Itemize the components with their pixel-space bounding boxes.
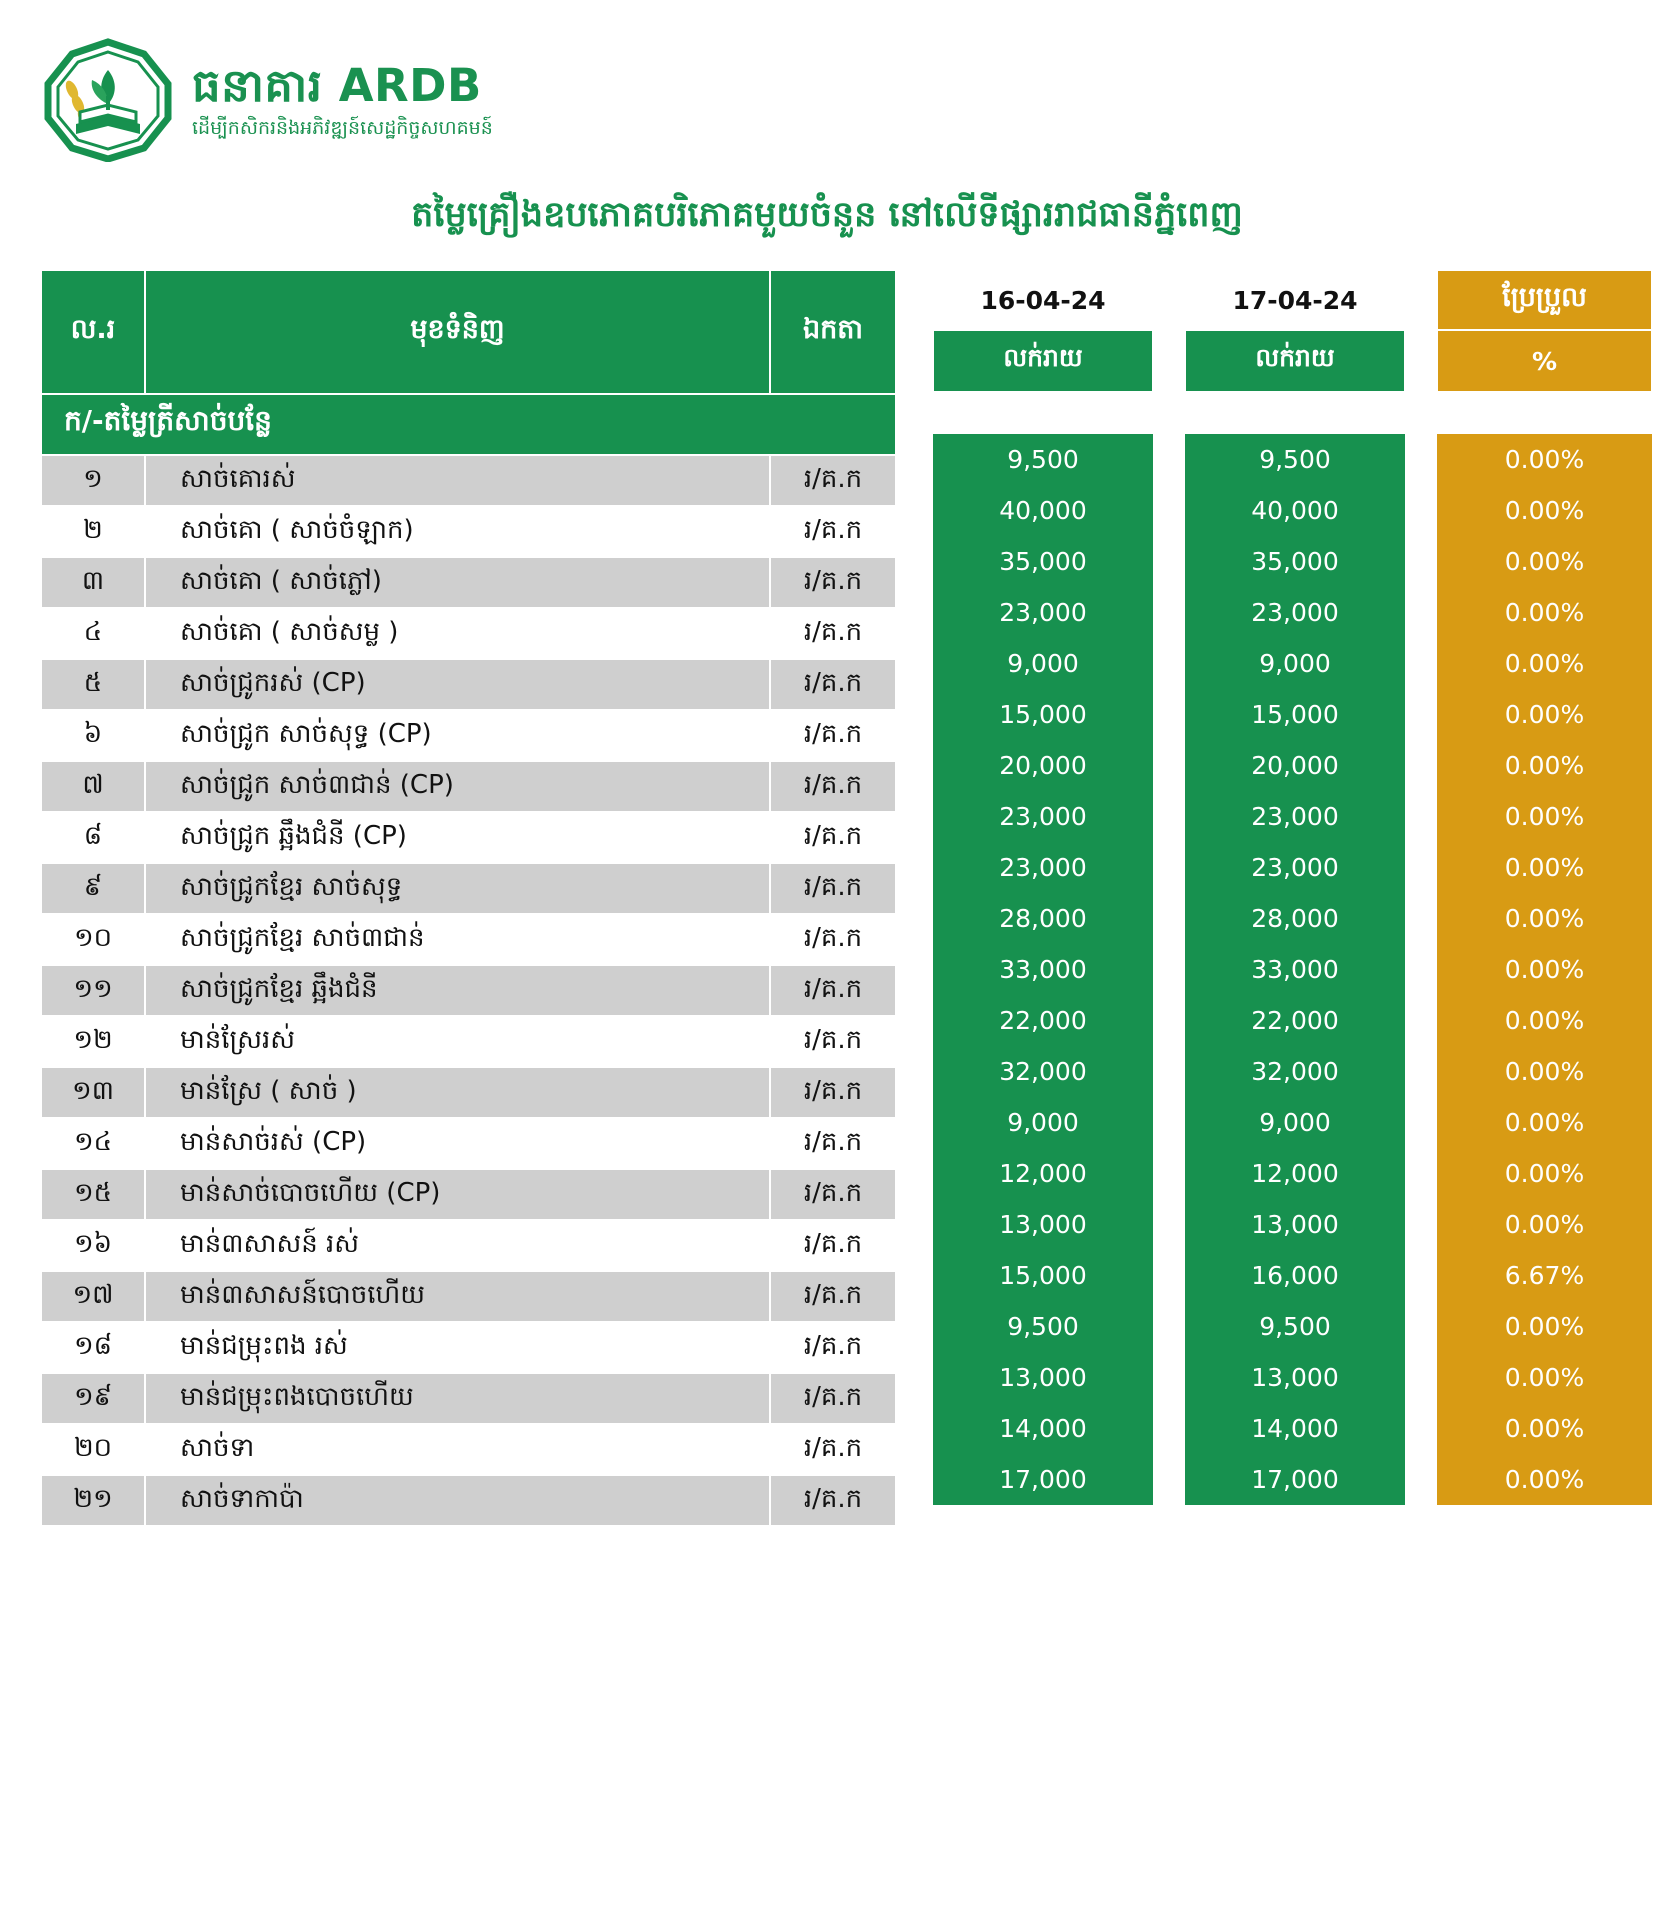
row-price-date2: 23,000 (1185, 842, 1405, 893)
row-price-date1: 9,000 (933, 638, 1153, 689)
table-row (41, 1169, 896, 1220)
table-row (41, 1067, 896, 1118)
row-unit: រ/គ.ក (770, 710, 896, 761)
spacer (901, 1046, 933, 1097)
row-price-date2: 20,000 (1185, 740, 1405, 791)
prices-date-header-row (901, 270, 1652, 330)
row-price-date1: 23,000 (933, 791, 1153, 842)
spacer (901, 689, 933, 740)
row-unit: រ/គ.ក (770, 1424, 896, 1475)
row-number: ៥ (41, 659, 145, 710)
table-row (41, 506, 896, 557)
spacer (1405, 434, 1437, 485)
row-unit: រ/គ.ក (770, 1016, 896, 1067)
spacer (901, 1097, 933, 1148)
row-unit: រ/គ.ក (770, 1475, 896, 1526)
price-row (901, 842, 1652, 893)
row-price-date2: 15,000 (1185, 689, 1405, 740)
spacer (1405, 1199, 1437, 1250)
table-header-row (41, 270, 896, 394)
price-row (901, 1148, 1652, 1199)
spacer (1405, 1046, 1437, 1097)
row-change-percent: 0.00% (1437, 1403, 1652, 1454)
ardb-logo-icon (40, 38, 176, 162)
subheader-retail-1: លក់រាយ (933, 330, 1153, 392)
spacer (1405, 842, 1437, 893)
header-item: មុខទំនិញ (145, 270, 770, 394)
spacer (901, 587, 933, 638)
row-unit: រ/គ.ក (770, 1067, 896, 1118)
spacer (1437, 392, 1652, 434)
price-table-container (0, 269, 1654, 1527)
spacer (1153, 1250, 1185, 1301)
items-body (41, 394, 896, 1526)
row-item-name: សាច់ទាកាប៉ា (145, 1475, 770, 1526)
spacer (1405, 1454, 1437, 1505)
price-row (901, 689, 1652, 740)
table-row (41, 455, 896, 506)
row-change-percent: 0.00% (1437, 1148, 1652, 1199)
spacer (1405, 270, 1437, 330)
row-price-date2: 22,000 (1185, 995, 1405, 1046)
spacer (1153, 1148, 1185, 1199)
row-change-percent: 0.00% (1437, 587, 1652, 638)
price-row (901, 587, 1652, 638)
spacer (901, 434, 933, 485)
spacer (1153, 638, 1185, 689)
row-number: ១៤ (41, 1118, 145, 1169)
price-row (901, 1403, 1652, 1454)
spacer (901, 1403, 933, 1454)
row-number: ២ (41, 506, 145, 557)
row-unit: រ/គ.ក (770, 863, 896, 914)
prices-table (901, 269, 1653, 1505)
row-item-name: សាច់គោ ( សាច់ចំឡាក) (145, 506, 770, 557)
spacer (1153, 587, 1185, 638)
row-number: ៧ (41, 761, 145, 812)
spacer (1405, 587, 1437, 638)
row-price-date1: 20,000 (933, 740, 1153, 791)
row-change-percent: 0.00% (1437, 944, 1652, 995)
price-row (901, 638, 1652, 689)
row-change-percent: 0.00% (1437, 842, 1652, 893)
row-change-percent: 0.00% (1437, 893, 1652, 944)
spacer (1405, 485, 1437, 536)
row-price-date2: 17,000 (1185, 1454, 1405, 1505)
row-price-date2: 23,000 (1185, 791, 1405, 842)
row-price-date1: 23,000 (933, 842, 1153, 893)
row-price-date2: 23,000 (1185, 587, 1405, 638)
price-row (901, 1352, 1652, 1403)
row-price-date1: 15,000 (933, 1250, 1153, 1301)
spacer (901, 740, 933, 791)
row-unit: រ/គ.ក (770, 761, 896, 812)
brand-block (192, 60, 493, 140)
row-unit: រ/គ.ក (770, 1322, 896, 1373)
spacer (1153, 791, 1185, 842)
row-change-percent: 0.00% (1437, 434, 1652, 485)
price-row (901, 434, 1652, 485)
row-number: ១៨ (41, 1322, 145, 1373)
table-row (41, 1475, 896, 1526)
table-row (41, 710, 896, 761)
table-row (41, 608, 896, 659)
table-row (41, 761, 896, 812)
spacer (1405, 330, 1437, 392)
row-unit: រ/គ.ក (770, 1271, 896, 1322)
row-price-date1: 40,000 (933, 485, 1153, 536)
spacer (901, 638, 933, 689)
spacer (901, 485, 933, 536)
subheader-percent: % (1437, 330, 1652, 392)
row-item-name: សាច់ជ្រូកខ្មែរ សាច់៣ជាន់ (145, 914, 770, 965)
table-row (41, 965, 896, 1016)
spacer (901, 944, 933, 995)
row-number: ១ (41, 455, 145, 506)
spacer (901, 1301, 933, 1352)
price-row (901, 485, 1652, 536)
row-item-name: សាច់ជ្រូក សាច់៣ជាន់ (CP) (145, 761, 770, 812)
row-item-name: មាន់ជម្រុះពង រស់ (145, 1322, 770, 1373)
spacer (1405, 740, 1437, 791)
page-header (0, 0, 1654, 170)
table-row (41, 1271, 896, 1322)
row-number: ១៩ (41, 1373, 145, 1424)
row-price-date1: 33,000 (933, 944, 1153, 995)
spacer (1153, 1199, 1185, 1250)
row-price-date1: 12,000 (933, 1148, 1153, 1199)
brand-title: ធនាគារ ARDB (192, 58, 482, 112)
prices-body (901, 392, 1652, 1505)
table-row (41, 1322, 896, 1373)
header-date-1: 16-04-24 (933, 270, 1153, 330)
spacer (1405, 638, 1437, 689)
spacer (901, 1148, 933, 1199)
spacer (1153, 1046, 1185, 1097)
price-row (901, 1301, 1652, 1352)
row-item-name: សាច់គោ ( សាច់ភ្លៅ) (145, 557, 770, 608)
row-unit: រ/គ.ក (770, 812, 896, 863)
row-number: ១៦ (41, 1220, 145, 1271)
header-no: ល.រ (41, 270, 145, 394)
row-item-name: មាន់ជម្រុះពងបោចហើយ (145, 1373, 770, 1424)
row-number: ១៥ (41, 1169, 145, 1220)
row-price-date2: 35,000 (1185, 536, 1405, 587)
price-row (901, 1454, 1652, 1505)
row-number: ៨ (41, 812, 145, 863)
row-number: ៣ (41, 557, 145, 608)
row-change-percent: 0.00% (1437, 1301, 1652, 1352)
row-change-percent: 0.00% (1437, 689, 1652, 740)
row-number: ១៣ (41, 1067, 145, 1118)
row-price-date1: 17,000 (933, 1454, 1153, 1505)
price-row (901, 893, 1652, 944)
row-price-date1: 35,000 (933, 536, 1153, 587)
spacer (901, 791, 933, 842)
spacer (1405, 1352, 1437, 1403)
row-change-percent: 0.00% (1437, 536, 1652, 587)
table-row (41, 914, 896, 965)
row-price-date1: 13,000 (933, 1352, 1153, 1403)
spacer (901, 1199, 933, 1250)
spacer (1153, 330, 1185, 392)
row-item-name: មាន់៣សាសន៍ រស់ (145, 1220, 770, 1271)
spacer (1153, 392, 1185, 434)
spacer (901, 536, 933, 587)
row-price-date2: 33,000 (1185, 944, 1405, 995)
spacer (1405, 689, 1437, 740)
spacer (1405, 392, 1437, 434)
table-row (41, 1118, 896, 1169)
row-unit: រ/គ.ក (770, 1118, 896, 1169)
row-unit: រ/គ.ក (770, 914, 896, 965)
row-unit: រ/គ.ក (770, 557, 896, 608)
row-change-percent: 0.00% (1437, 1046, 1652, 1097)
spacer (1153, 485, 1185, 536)
row-price-date2: 13,000 (1185, 1199, 1405, 1250)
row-price-date2: 12,000 (1185, 1148, 1405, 1199)
spacer (901, 1454, 933, 1505)
section-heading-row (41, 394, 896, 455)
table-row (41, 557, 896, 608)
row-number: ១៧ (41, 1271, 145, 1322)
row-price-date2: 40,000 (1185, 485, 1405, 536)
spacer (901, 392, 933, 434)
row-change-percent: 0.00% (1437, 791, 1652, 842)
spacer (901, 995, 933, 1046)
row-price-date2: 13,000 (1185, 1352, 1405, 1403)
row-price-date1: 22,000 (933, 995, 1153, 1046)
row-unit: រ/គ.ក (770, 659, 896, 710)
spacer (1405, 791, 1437, 842)
price-row (901, 995, 1652, 1046)
row-change-percent: 0.00% (1437, 638, 1652, 689)
row-price-date2: 14,000 (1185, 1403, 1405, 1454)
spacer (901, 842, 933, 893)
row-number: ១០ (41, 914, 145, 965)
row-price-date2: 28,000 (1185, 893, 1405, 944)
row-change-percent: 0.00% (1437, 1199, 1652, 1250)
row-change-percent: 0.00% (1437, 740, 1652, 791)
spacer (1153, 689, 1185, 740)
row-change-percent: 0.00% (1437, 485, 1652, 536)
table-row (41, 659, 896, 710)
spacer (1153, 740, 1185, 791)
row-number: ៤ (41, 608, 145, 659)
row-item-name: មាន់សាច់រស់ (CP) (145, 1118, 770, 1169)
spacer (1153, 1403, 1185, 1454)
spacer (1405, 944, 1437, 995)
spacer (933, 392, 1153, 434)
row-change-percent: 0.00% (1437, 1097, 1652, 1148)
row-price-date1: 28,000 (933, 893, 1153, 944)
row-item-name: សាច់ជ្រូក ឆ្អឹងជំនី (CP) (145, 812, 770, 863)
row-item-name: សាច់ជ្រូកខ្មែរ សាច់សុទ្ធ (145, 863, 770, 914)
row-number: ២១ (41, 1475, 145, 1526)
spacer (1405, 1097, 1437, 1148)
spacer (1153, 842, 1185, 893)
spacer (1153, 995, 1185, 1046)
items-table (40, 269, 897, 1527)
row-change-percent: 6.67% (1437, 1250, 1652, 1301)
spacer (1153, 1097, 1185, 1148)
row-unit: រ/គ.ក (770, 1169, 896, 1220)
row-number: ៦ (41, 710, 145, 761)
section-spacer-row (901, 392, 1652, 434)
header-unit: ឯកតា (770, 270, 896, 394)
row-price-date1: 9,500 (933, 434, 1153, 485)
row-price-date1: 14,000 (933, 1403, 1153, 1454)
row-price-date1: 32,000 (933, 1046, 1153, 1097)
row-item-name: សាច់ជ្រូក សាច់សុទ្ធ (CP) (145, 710, 770, 761)
row-item-name: សាច់ជ្រូករស់ (CP) (145, 659, 770, 710)
price-row (901, 740, 1652, 791)
spacer (1405, 1403, 1437, 1454)
table-row (41, 812, 896, 863)
table-row (41, 863, 896, 914)
row-unit: រ/គ.ក (770, 506, 896, 557)
spacer (1153, 270, 1185, 330)
row-item-name: មាន់៣សាសន៍បោចហើយ (145, 1271, 770, 1322)
row-unit: រ/គ.ក (770, 455, 896, 506)
header-date-2: 17-04-24 (1185, 270, 1405, 330)
row-change-percent: 0.00% (1437, 995, 1652, 1046)
row-price-date2: 9,000 (1185, 1097, 1405, 1148)
row-price-date1: 23,000 (933, 587, 1153, 638)
row-number: ២០ (41, 1424, 145, 1475)
row-price-date1: 9,500 (933, 1301, 1153, 1352)
section-heading: ក/-តម្លៃត្រីសាច់បន្លែ (41, 394, 896, 455)
spacer (901, 270, 933, 330)
row-price-date1: 15,000 (933, 689, 1153, 740)
spacer (1153, 1301, 1185, 1352)
row-item-name: សាច់គោរស់ (145, 455, 770, 506)
row-unit: រ/គ.ក (770, 1220, 896, 1271)
spacer (1405, 1250, 1437, 1301)
row-unit: រ/គ.ក (770, 608, 896, 659)
table-row (41, 1424, 896, 1475)
row-item-name: សាច់ទា (145, 1424, 770, 1475)
row-price-date1: 13,000 (933, 1199, 1153, 1250)
row-unit: រ/គ.ក (770, 965, 896, 1016)
spacer (901, 893, 933, 944)
spacer (1185, 392, 1405, 434)
spacer (1153, 893, 1185, 944)
spacer (901, 1250, 933, 1301)
row-item-name: មាន់ស្រែរស់ (145, 1016, 770, 1067)
spacer (1153, 944, 1185, 995)
price-row (901, 1046, 1652, 1097)
price-row (901, 944, 1652, 995)
table-row (41, 1220, 896, 1271)
row-item-name: មាន់ស្រែ ( សាច់ ) (145, 1067, 770, 1118)
spacer (901, 330, 933, 392)
row-price-date1: 9,000 (933, 1097, 1153, 1148)
price-row (901, 1199, 1652, 1250)
row-price-date2: 16,000 (1185, 1250, 1405, 1301)
spacer (1153, 1454, 1185, 1505)
price-row (901, 791, 1652, 842)
spacer (1405, 995, 1437, 1046)
spacer (1405, 1301, 1437, 1352)
row-item-name: មាន់សាច់បោចហើយ (CP) (145, 1169, 770, 1220)
price-row (901, 1250, 1652, 1301)
row-price-date2: 9,500 (1185, 434, 1405, 485)
row-unit: រ/គ.ក (770, 1373, 896, 1424)
row-price-date2: 32,000 (1185, 1046, 1405, 1097)
row-number: ៩ (41, 863, 145, 914)
table-row (41, 1373, 896, 1424)
row-item-name: សាច់ជ្រូកខ្មែរ ឆ្អឹងជំនី (145, 965, 770, 1016)
prices-sub-header-row (901, 330, 1652, 392)
row-number: ១១ (41, 965, 145, 1016)
row-price-date2: 9,500 (1185, 1301, 1405, 1352)
row-change-percent: 0.00% (1437, 1454, 1652, 1505)
spacer (901, 1352, 933, 1403)
price-row (901, 1097, 1652, 1148)
page-title: តម្លៃគ្រឿងឧបភោគបរិភោគមួយចំនួន នៅលើទីផ្សាររាជធានីភ្នំពេញ (411, 195, 1243, 235)
spacer (1153, 1352, 1185, 1403)
spacer (1405, 893, 1437, 944)
spacer (1405, 536, 1437, 587)
row-item-name: សាច់គោ ( សាច់សម្ល ) (145, 608, 770, 659)
header-change: ប្រែប្រួល (1437, 270, 1652, 330)
spacer (1153, 536, 1185, 587)
row-number: ១២ (41, 1016, 145, 1067)
table-row (41, 1016, 896, 1067)
row-change-percent: 0.00% (1437, 1352, 1652, 1403)
spacer (1405, 1148, 1437, 1199)
price-row (901, 536, 1652, 587)
spacer (1153, 434, 1185, 485)
brand-tagline: ដើម្បីកសិករនិងអភិវឌ្ឍន៍សេដ្ឋកិច្ចសហគមន៍ (192, 116, 493, 139)
row-price-date2: 9,000 (1185, 638, 1405, 689)
subheader-retail-2: លក់រាយ (1185, 330, 1405, 392)
